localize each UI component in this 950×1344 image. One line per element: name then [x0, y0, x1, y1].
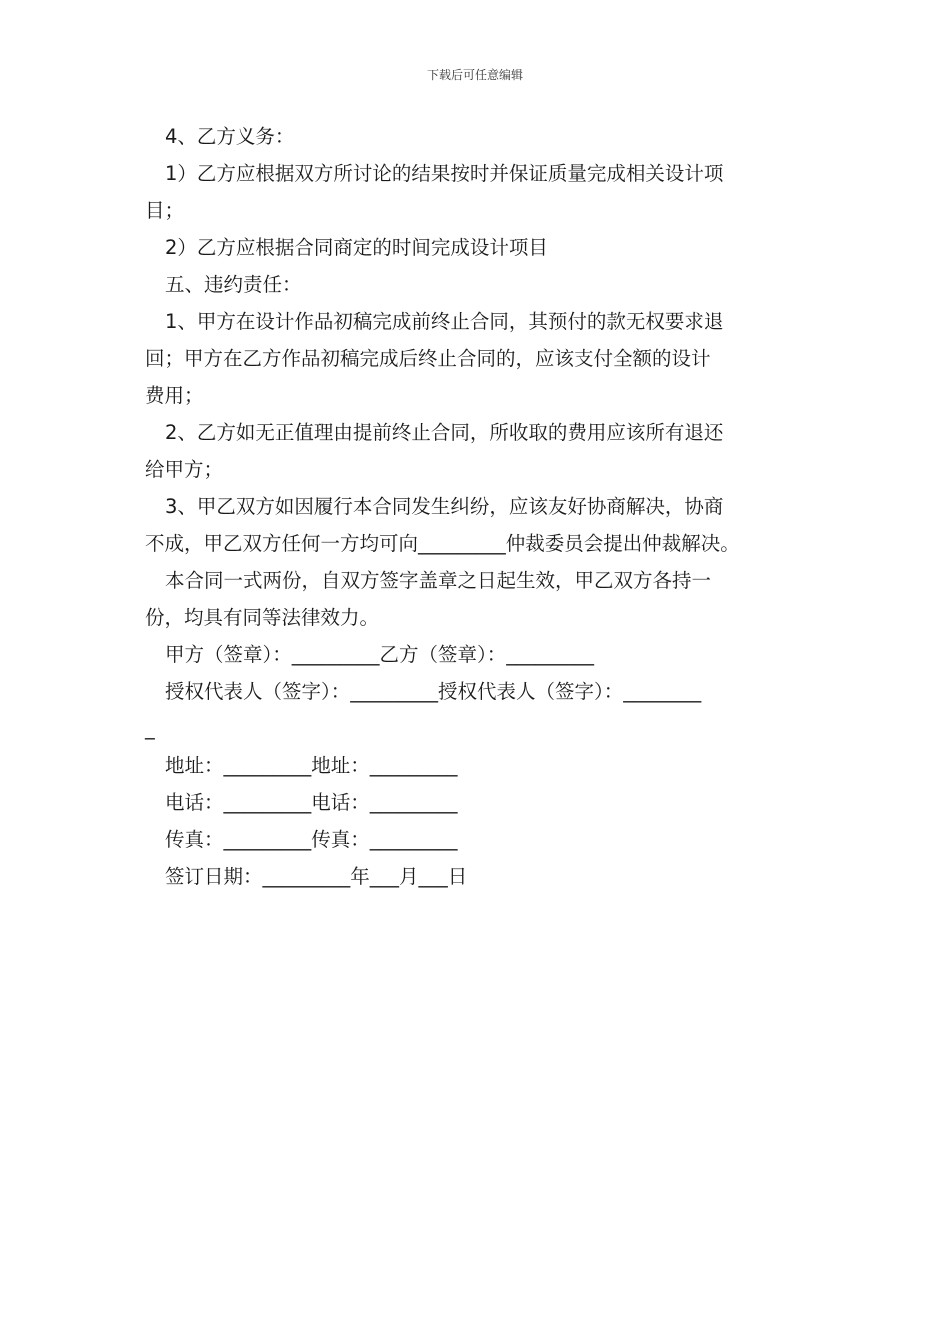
doc-line: 签订日期：_________年___月___日: [165, 865, 468, 888]
doc-line: 甲方（签章）：_________乙方（签章）：_________: [165, 643, 595, 666]
doc-line: 4、乙方义务：: [165, 125, 295, 148]
document-body: [145, 118, 810, 895]
doc-line: 地址：_________地址：_________: [165, 754, 458, 777]
doc-line: 本合同一式两份，自双方签字盖章之日起生效，甲乙双方各持一: [165, 569, 712, 592]
doc-line: 不成，甲乙双方任何一方均可向_________仲裁委员会提出仲裁解决。: [145, 532, 740, 555]
doc-line: 五、违约责任：: [165, 273, 302, 296]
doc-line: 回；甲方在乙方作品初稿完成后终止合同的，应该支付全额的设计: [145, 347, 711, 370]
header-note: 下载后可任意编辑: [426, 68, 523, 82]
doc-line: 给甲方；: [145, 458, 224, 481]
doc-line: 目；: [145, 199, 185, 222]
doc-line: 授权代表人（签字）：_________授权代表人（签字）：________: [165, 680, 702, 703]
doc-line: 电话：_________电话：_________: [165, 791, 458, 814]
doc-line: 1）乙方应根据双方所讨论的结果按时并保证质量完成相关设计项: [165, 162, 724, 185]
doc-line: 3、甲乙双方如因履行本合同发生纠纷，应该友好协商解决，协商: [165, 495, 724, 518]
doc-line: 2、乙方如无正值理由提前终止合同，所收取的费用应该所有退还: [165, 421, 724, 444]
doc-line: _: [145, 717, 155, 740]
doc-line: 2）乙方应根据合同商定的时间完成设计项目: [165, 236, 548, 259]
doc-line: 份，均具有同等法律效力。: [145, 606, 380, 629]
doc-line: 费用；: [145, 384, 204, 407]
doc-line: 1、甲方在设计作品初稿完成前终止合同，其预付的款无权要求退: [165, 310, 724, 333]
doc-line: 传真：_________传真：_________: [165, 828, 458, 851]
